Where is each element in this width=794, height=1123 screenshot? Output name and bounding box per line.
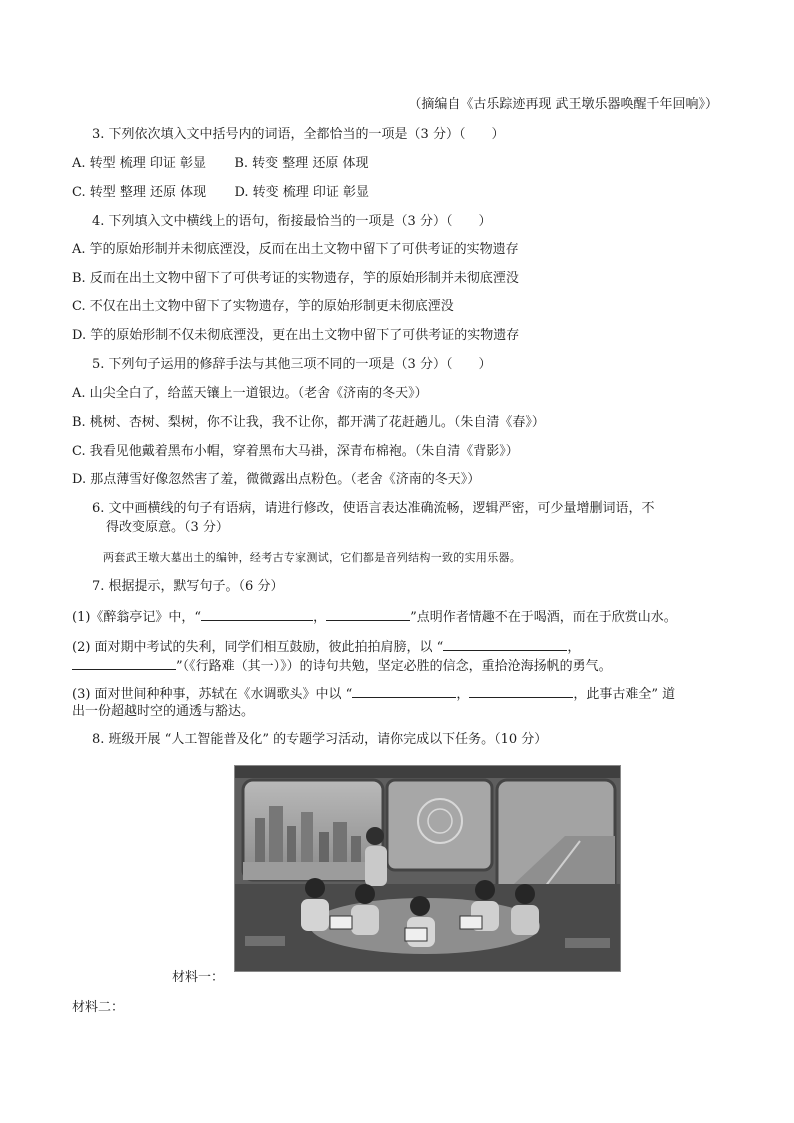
material-2-label: 材料二： — [72, 1000, 125, 1015]
answer-blank[interactable] — [443, 637, 567, 651]
q4-option-c: C. 不仅在出土文物中留下了实物遗存，竽的原始形制更未彻底湮没 — [72, 299, 454, 314]
classroom-illustration — [235, 766, 620, 971]
question-8-stem: 8. 班级开展 “人工智能普及化” 的专题学习活动，请你完成以下任务。（10 分） — [92, 732, 548, 747]
q5-option-a: A. 山尖全白了，给蓝天镶上一道银边。（老舍《济南的冬天》） — [72, 386, 428, 401]
q3-options-row-2 — [72, 184, 369, 202]
material-1-label: 材料一： — [172, 970, 225, 985]
q7-item-2-sep: ， — [567, 640, 581, 655]
q7-item-1-sep: ， — [313, 610, 327, 625]
question-6-stem-line-2: 得改变原意。（3 分） — [106, 520, 229, 535]
answer-blank[interactable] — [326, 607, 410, 621]
question-4-stem: 4. 下列填入文中横线上的语句，衔接最恰当的一项是（3 分）（ ） — [92, 214, 492, 229]
q7-item-1-prefix: (1)《醉翁亭记》中，“ — [72, 610, 202, 625]
question-5-stem: 5. 下列句子运用的修辞手法与其他三项不同的一项是（3 分）（ ） — [92, 357, 492, 372]
q7-item-3-prefix: (3) 面对世间种种事，苏轼在《水调歌头》中以 “ — [72, 687, 353, 702]
answer-blank[interactable] — [72, 656, 176, 670]
q5-option-d: D. 那点薄雪好像忽然害了羞，微微露出点粉色。（老舍《济南的冬天》） — [72, 472, 481, 487]
q7-item-2-line-1 — [72, 637, 580, 657]
q7-item-1-suffix: ”点明作者情趣不在于喝酒，而在于欣赏山水。 — [410, 610, 677, 625]
q7-item-3-suffix: ，此事古难全” 道 — [573, 687, 676, 702]
material-1-classroom-photo — [234, 765, 621, 972]
question-7-stem: 7. 根据提示，默写句子。（6 分） — [92, 579, 284, 594]
q5-option-c: C. 我看见他戴着黑布小帽，穿着黑布大马褂，深青布棉袍。（朱自清《背影》） — [72, 444, 519, 459]
question-6-stem-line-1: 6. 文中画横线的句子有语病，请进行修改，使语言表达准确流畅，逻辑严密，可少量增删词语，不 — [92, 501, 655, 516]
q7-item-2-suffix: ”（《行路难（其一）》）的诗句共勉，坚定必胜的信念，重拾沧海扬帆的勇气。 — [176, 659, 612, 674]
source-citation: （摘编自《古乐踪迹再现 武王墩乐器唤醒千年回响》） — [408, 97, 718, 112]
q4-option-a: A. 竽的原始形制并未彻底湮没，反而在出土文物中留下了可供考证的实物遗存 — [72, 242, 519, 257]
question-6-sentence: 两套武王墩大墓出土的编钟，经考古专家测试，它们都是音列结构一致的实用乐器。 — [103, 551, 522, 564]
answer-blank[interactable] — [201, 607, 313, 621]
q7-item-1 — [72, 607, 677, 627]
q5-option-b: B. 桃树、杏树、梨树，你不让我，我不让你，都开满了花赶趟儿。（朱自清《春》） — [72, 415, 545, 430]
q4-option-b: B. 反而在出土文物中留下了可供考证的实物遗存，竽的原始形制并未彻底湮没 — [72, 271, 519, 286]
q3-option-b: B. 转变 整理 还原 体现 — [234, 156, 369, 171]
q3-option-a: A. 转型 梳理 印证 彰显 — [72, 156, 207, 171]
q3-option-d: D. 转变 梳理 印证 彰显 — [234, 185, 370, 200]
q3-option-c: C. 转型 整理 还原 体现 — [72, 185, 207, 200]
q7-item-3-line-1 — [72, 684, 675, 704]
q3-options-row-1 — [72, 155, 369, 173]
question-3-stem: 3. 下列依次填入文中括号内的词语，全都恰当的一项是（3 分）（ ） — [92, 127, 505, 142]
answer-blank[interactable] — [469, 684, 573, 698]
q7-item-3-sep: ， — [456, 687, 470, 702]
answer-blank[interactable] — [352, 684, 456, 698]
q4-option-d: D. 竽的原始形制不仅未彻底湮没，更在出土文物中留下了可供考证的实物遗存 — [72, 328, 520, 343]
q7-item-3-line-2: 出一份超越时空的通透与豁达。 — [72, 704, 255, 719]
q7-item-2-prefix: (2) 面对期中考试的失利，同学们相互鼓励，彼此拍拍肩膀，以 “ — [72, 640, 444, 655]
q7-item-2-line-2 — [72, 656, 612, 676]
